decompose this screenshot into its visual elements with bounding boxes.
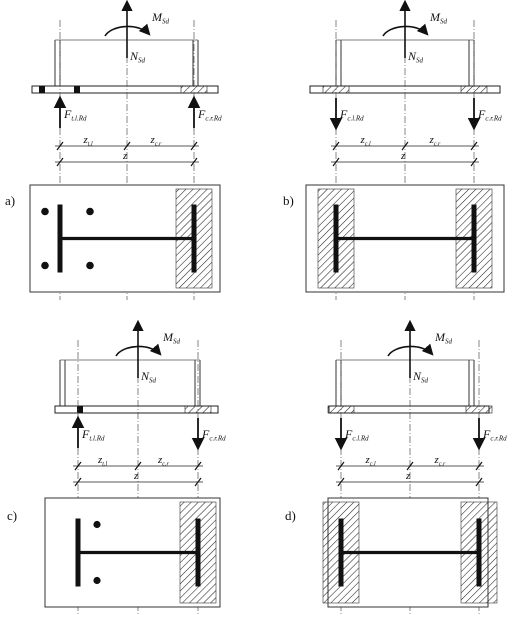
z-left-label xyxy=(365,454,376,468)
right-force-label-subscript: c.r.Rd xyxy=(205,114,222,123)
moment-label xyxy=(434,330,453,346)
z-right-label-subscript: c.r xyxy=(154,141,162,148)
panel-letter: a) xyxy=(5,193,16,208)
axial-force-label-symbol: N xyxy=(130,49,139,63)
z-right-label-subscript: c.r xyxy=(433,141,441,148)
z-total-label: z xyxy=(134,470,139,482)
z-left-label xyxy=(83,134,93,148)
z-left-label-symbol: z xyxy=(98,454,103,466)
z-right-label-subscript: c.r xyxy=(162,461,169,468)
z-total-label: z xyxy=(401,150,406,162)
right-force-label xyxy=(197,107,222,123)
right-force-label-subscript: c.r.Rd xyxy=(209,434,226,443)
anchor-bolt-dot xyxy=(41,208,49,216)
moment-label xyxy=(429,10,448,26)
anchor-bolt-dot xyxy=(41,262,49,270)
panel-c xyxy=(7,322,226,615)
left-force-label-subscript: c.l.Rd xyxy=(352,434,369,443)
column-elevation xyxy=(336,360,474,406)
axial-force-label-subscript: Sd xyxy=(149,376,157,385)
panel-d xyxy=(285,322,507,615)
right-force-label-subscript: c.r.Rd xyxy=(485,114,502,123)
anchor-bolt-dot xyxy=(86,262,94,270)
right-force-label xyxy=(482,427,507,443)
axial-force-label-subscript: Sd xyxy=(416,56,424,65)
left-force-label-subscript: t.l.Rd xyxy=(89,434,105,443)
axial-force-label xyxy=(129,49,146,65)
plan-view xyxy=(45,498,220,607)
left-force-label-symbol: F xyxy=(340,107,348,121)
z-right-label-symbol: z xyxy=(150,134,155,146)
moment-label-symbol: M xyxy=(152,10,162,24)
axial-force-label-subscript: Sd xyxy=(138,56,146,65)
column-elevation xyxy=(60,360,200,406)
z-right-label xyxy=(150,134,162,148)
left-force-label xyxy=(344,427,369,443)
anchor-bolt xyxy=(39,86,45,93)
panel-letter: b) xyxy=(283,193,294,208)
base-plate xyxy=(55,406,218,413)
moment-label-symbol: M xyxy=(435,330,445,344)
z-total-label: z xyxy=(406,470,411,482)
plan-view xyxy=(30,185,220,292)
moment-label-symbol: M xyxy=(430,10,440,24)
z-left-label-symbol: z xyxy=(360,134,365,146)
z-left-label xyxy=(97,454,107,468)
z-right-label xyxy=(429,134,441,148)
panel-letter: d) xyxy=(285,508,296,523)
moment-label-symbol: M xyxy=(163,330,173,344)
right-force-label-symbol: F xyxy=(483,427,491,441)
anchor-bolt xyxy=(74,86,80,93)
z-left-label-symbol: z xyxy=(365,454,370,466)
right-force-label xyxy=(201,427,226,443)
right-force-label-subscript: c.r.Rd xyxy=(490,434,507,443)
z-left-label-subscript: c.l xyxy=(364,141,371,148)
right-force-label-symbol: F xyxy=(198,107,206,121)
panel-letter: c) xyxy=(7,508,18,523)
z-right-label-symbol: z xyxy=(429,134,434,146)
z-left-label-subscript: c.l xyxy=(369,461,376,468)
moment-label-subscript: Sd xyxy=(162,17,169,26)
z-left-label-subscript: t.l xyxy=(102,461,108,468)
plan-view xyxy=(323,498,497,607)
left-force-label-symbol: F xyxy=(64,107,72,121)
axial-force-label-subscript: Sd xyxy=(421,376,429,385)
z-right-label-symbol: z xyxy=(434,454,439,466)
panel-a xyxy=(5,2,222,300)
moment-label xyxy=(151,10,170,26)
right-force-label-symbol: F xyxy=(478,107,486,121)
panel-b xyxy=(283,2,504,300)
left-force-label-symbol: F xyxy=(82,427,90,441)
left-force-label xyxy=(63,107,87,123)
z-total-label: z xyxy=(123,150,128,162)
z-left-label xyxy=(360,134,371,148)
right-force-label-symbol: F xyxy=(202,427,210,441)
anchor-bolt-dot xyxy=(86,208,94,216)
axial-force-label xyxy=(412,369,429,385)
z-right-label-subscript: c.r xyxy=(438,461,446,468)
left-force-label xyxy=(339,107,364,123)
plan-view xyxy=(306,185,504,292)
z-right-label xyxy=(434,454,446,468)
left-force-label-subscript: c.l.Rd xyxy=(347,114,364,123)
moment-label-subscript: Sd xyxy=(173,337,180,346)
z-left-label-symbol: z xyxy=(83,134,88,146)
axial-force-label xyxy=(140,369,157,385)
axial-force-label-symbol: N xyxy=(141,369,150,383)
moment-label-subscript: Sd xyxy=(440,17,447,26)
z-left-label-subscript: t.l xyxy=(87,141,93,148)
axial-force-label-symbol: N xyxy=(408,49,417,63)
anchor-bolt-dot xyxy=(93,577,100,584)
left-force-label xyxy=(81,427,105,443)
right-force-label xyxy=(477,107,502,123)
axial-force-label-symbol: N xyxy=(413,369,422,383)
left-force-label-symbol: F xyxy=(345,427,353,441)
axial-force-label xyxy=(407,49,424,65)
z-right-label-symbol: z xyxy=(158,454,163,466)
moment-label xyxy=(162,330,181,346)
moment-label-subscript: Sd xyxy=(445,337,452,346)
anchor-bolt-dot xyxy=(93,521,100,528)
z-right-label xyxy=(157,454,169,468)
left-force-label-subscript: t.l.Rd xyxy=(71,114,87,123)
